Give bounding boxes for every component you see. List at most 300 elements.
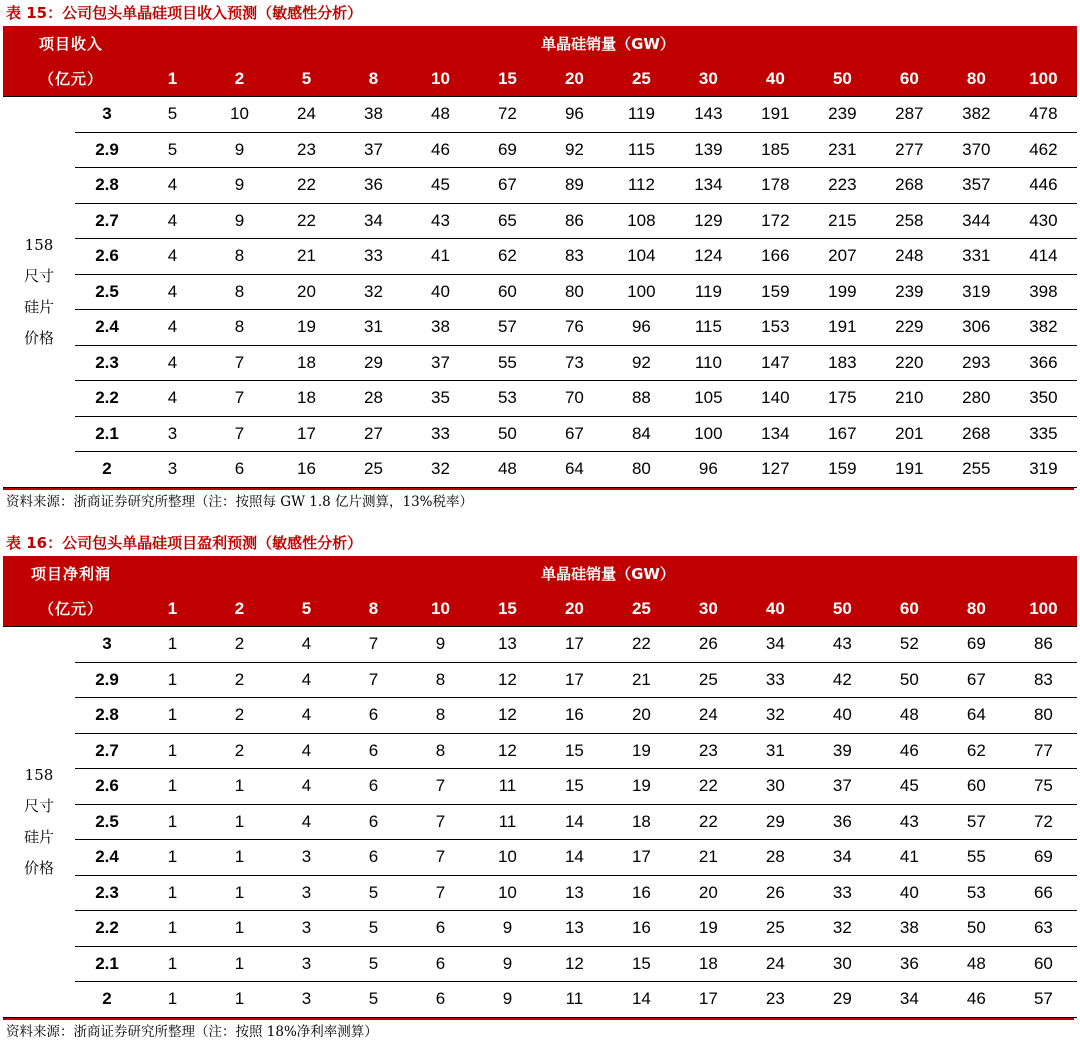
table-cell: 76 [541, 310, 608, 346]
table-cell: 4 [139, 274, 206, 310]
volume-span-header: 单晶硅销量（GW） [139, 556, 1077, 591]
table-cell: 43 [407, 203, 474, 239]
table-cell: 19 [608, 769, 675, 805]
table-cell: 33 [809, 875, 876, 911]
table-cell: 8 [407, 662, 474, 698]
table-cell: 110 [675, 345, 742, 381]
table-cell: 9 [206, 168, 273, 204]
table-cell: 6 [340, 804, 407, 840]
table-cell: 45 [876, 769, 943, 805]
price-row-label-line: 158 [24, 765, 54, 784]
table-cell: 16 [273, 452, 340, 488]
table-cell: 48 [876, 698, 943, 734]
column-header: 100 [1010, 591, 1077, 627]
header-row-columns [3, 61, 1077, 97]
table-cell: 4 [139, 310, 206, 346]
table-cell: 29 [742, 804, 809, 840]
table-cell: 129 [675, 203, 742, 239]
table-cell: 67 [541, 416, 608, 452]
column-header: 50 [809, 591, 876, 627]
table-body [3, 556, 1077, 1017]
table-cell: 1 [139, 911, 206, 947]
table-cell: 38 [407, 310, 474, 346]
table-cell: 52 [876, 627, 943, 663]
table-cell: 1 [206, 840, 273, 876]
table-cell: 1 [206, 982, 273, 1018]
table-cell: 248 [876, 239, 943, 275]
table-cell: 34 [876, 982, 943, 1018]
table-cell: 17 [541, 662, 608, 698]
table-cell: 92 [541, 132, 608, 168]
table-cell: 24 [273, 97, 340, 133]
table-cell: 11 [474, 769, 541, 805]
table-cell: 2 [206, 733, 273, 769]
table-cell: 23 [742, 982, 809, 1018]
table-cell: 80 [541, 274, 608, 310]
table-cell: 1 [139, 804, 206, 840]
row-price-value: 2.2 [75, 911, 139, 947]
table-cell: 96 [541, 97, 608, 133]
table-cell: 210 [876, 381, 943, 417]
table-cell: 7 [407, 875, 474, 911]
table-cell: 13 [541, 911, 608, 947]
table-cell: 8 [206, 310, 273, 346]
table-cell: 57 [1010, 982, 1077, 1018]
sensitivity-table [3, 26, 1077, 488]
table-cell: 22 [675, 769, 742, 805]
table-cell: 67 [474, 168, 541, 204]
table-cell: 29 [340, 345, 407, 381]
table-cell: 3 [139, 416, 206, 452]
table-cell: 183 [809, 345, 876, 381]
table-cell: 319 [1010, 452, 1077, 488]
price-row-label-line: 硅片 [23, 297, 54, 316]
table-cell: 1 [139, 840, 206, 876]
table-cell: 9 [474, 911, 541, 947]
table-cell: 84 [608, 416, 675, 452]
table-cell: 55 [474, 345, 541, 381]
table-cell: 37 [340, 132, 407, 168]
table-row [3, 452, 1077, 488]
table-cell: 55 [943, 840, 1010, 876]
table-cell: 115 [608, 132, 675, 168]
row-price-value: 2.8 [75, 168, 139, 204]
column-header: 10 [407, 61, 474, 97]
table-cell: 6 [340, 769, 407, 805]
table-row [3, 804, 1077, 840]
table-cell: 19 [675, 911, 742, 947]
table-cell: 13 [541, 875, 608, 911]
row-price-value: 2.1 [75, 946, 139, 982]
table-cell: 3 [273, 840, 340, 876]
table-cell: 2 [206, 627, 273, 663]
table-cell: 70 [541, 381, 608, 417]
column-header: 25 [608, 61, 675, 97]
table-cell: 33 [742, 662, 809, 698]
table-cell: 382 [943, 97, 1010, 133]
table-cell: 69 [1010, 840, 1077, 876]
table-row [3, 769, 1077, 805]
table-cell: 17 [675, 982, 742, 1018]
row-price-value: 2.9 [75, 132, 139, 168]
table-cell: 6 [407, 911, 474, 947]
table-cell: 7 [407, 804, 474, 840]
table-cell: 38 [340, 97, 407, 133]
row-price-value: 2.6 [75, 769, 139, 805]
table-cell: 62 [943, 733, 1010, 769]
table-cell: 478 [1010, 97, 1077, 133]
table-cell: 40 [876, 875, 943, 911]
table-cell: 105 [675, 381, 742, 417]
column-header: 8 [340, 591, 407, 627]
column-header: 60 [876, 61, 943, 97]
table-cell: 26 [742, 875, 809, 911]
table-cell: 64 [541, 452, 608, 488]
price-row-label-line: 价格 [23, 328, 54, 347]
table-cell: 32 [407, 452, 474, 488]
table-cell: 7 [407, 769, 474, 805]
table-cell: 9 [206, 203, 273, 239]
table-cell: 21 [608, 662, 675, 698]
table-cell: 8 [206, 274, 273, 310]
table-cell: 268 [876, 168, 943, 204]
table-cell: 43 [876, 804, 943, 840]
header-row-columns [3, 591, 1077, 627]
table-cell: 9 [206, 132, 273, 168]
table-cell: 30 [809, 946, 876, 982]
table-cell: 23 [675, 733, 742, 769]
table-row [3, 97, 1077, 133]
table-cell: 2 [206, 698, 273, 734]
table-cell: 69 [943, 627, 1010, 663]
table-row [3, 168, 1077, 204]
table-cell: 12 [474, 662, 541, 698]
table-cell: 414 [1010, 239, 1077, 275]
table-cell: 80 [1010, 698, 1077, 734]
table-cell: 22 [273, 203, 340, 239]
table-cell: 64 [943, 698, 1010, 734]
table-cell: 50 [474, 416, 541, 452]
row-price-value: 2.5 [75, 804, 139, 840]
corner-unit: （亿元） [3, 61, 139, 97]
table-cell: 20 [608, 698, 675, 734]
table-row [3, 698, 1077, 734]
table-cell: 178 [742, 168, 809, 204]
table-row [3, 911, 1077, 947]
table-cell: 104 [608, 239, 675, 275]
column-header: 30 [675, 61, 742, 97]
table-cell: 11 [541, 982, 608, 1018]
corner-title: 项目净利润 [3, 556, 139, 591]
price-row-label [3, 627, 75, 1018]
table-cell: 1 [206, 769, 273, 805]
table-cell: 15 [608, 946, 675, 982]
table-cell: 33 [340, 239, 407, 275]
row-price-value: 3 [75, 627, 139, 663]
table-cell: 66 [1010, 875, 1077, 911]
table-row [3, 345, 1077, 381]
table-cell: 4 [139, 203, 206, 239]
table-cell: 7 [407, 840, 474, 876]
table-cell: 6 [340, 698, 407, 734]
table-cell: 7 [206, 345, 273, 381]
table-row [3, 239, 1077, 275]
table-caption: 表 16：公司包头单晶硅项目盈利预测（敏感性分析） [6, 534, 363, 552]
table-cell: 124 [675, 239, 742, 275]
table-cell: 41 [407, 239, 474, 275]
table-cell: 175 [809, 381, 876, 417]
row-price-value: 2.4 [75, 310, 139, 346]
table-cell: 4 [139, 168, 206, 204]
table-cell: 357 [943, 168, 1010, 204]
column-header: 2 [206, 61, 273, 97]
table-row [3, 274, 1077, 310]
source-note: 资料来源：浙商证券研究所整理（注：按照 18%净利率测算） [3, 1018, 1074, 1044]
table-cell: 40 [809, 698, 876, 734]
row-price-value: 2.1 [75, 416, 139, 452]
table-cell: 6 [340, 733, 407, 769]
table-cell: 25 [742, 911, 809, 947]
row-price-value: 2.7 [75, 733, 139, 769]
table-cell: 7 [340, 662, 407, 698]
table-cell: 30 [742, 769, 809, 805]
table-cell: 83 [541, 239, 608, 275]
table-cell: 10 [206, 97, 273, 133]
table-cell: 115 [675, 310, 742, 346]
table-cell: 25 [340, 452, 407, 488]
table-cell: 14 [541, 840, 608, 876]
table-row [3, 946, 1077, 982]
table-cell: 220 [876, 345, 943, 381]
table-cell: 21 [273, 239, 340, 275]
table-cell: 191 [876, 452, 943, 488]
table-row [3, 662, 1077, 698]
table-cell: 382 [1010, 310, 1077, 346]
table-cell: 34 [809, 840, 876, 876]
header-row-top [3, 556, 1077, 591]
table-cell: 9 [407, 627, 474, 663]
table-cell: 201 [876, 416, 943, 452]
row-price-value: 2.4 [75, 840, 139, 876]
header-row-top [3, 26, 1077, 61]
corner-unit: （亿元） [3, 591, 139, 627]
row-price-value: 2 [75, 982, 139, 1018]
table-cell: 86 [541, 203, 608, 239]
column-header: 2 [206, 591, 273, 627]
table-cell: 48 [407, 97, 474, 133]
table-cell: 46 [876, 733, 943, 769]
table-cell: 21 [675, 840, 742, 876]
table-cell: 29 [809, 982, 876, 1018]
table-cell: 10 [474, 840, 541, 876]
sensitivity-table [3, 556, 1077, 1018]
table-cell: 335 [1010, 416, 1077, 452]
column-header: 60 [876, 591, 943, 627]
table-cell: 350 [1010, 381, 1077, 417]
table-cell: 7 [206, 416, 273, 452]
table-cell: 50 [943, 911, 1010, 947]
table-cell: 20 [273, 274, 340, 310]
table-cell: 166 [742, 239, 809, 275]
table-row [3, 627, 1077, 663]
table-cell: 4 [139, 239, 206, 275]
table-cell: 36 [809, 804, 876, 840]
table-cell: 108 [608, 203, 675, 239]
table-cell: 18 [608, 804, 675, 840]
table-cell: 7 [206, 381, 273, 417]
table-row [3, 982, 1077, 1018]
column-header: 25 [608, 591, 675, 627]
table-cell: 344 [943, 203, 1010, 239]
table-cell: 20 [675, 875, 742, 911]
table-cell: 4 [273, 662, 340, 698]
table-cell: 10 [474, 875, 541, 911]
table-cell: 100 [675, 416, 742, 452]
table-cell: 48 [474, 452, 541, 488]
table-cell: 22 [608, 627, 675, 663]
column-header: 50 [809, 61, 876, 97]
table-cell: 1 [139, 662, 206, 698]
table-cell: 4 [273, 627, 340, 663]
table-row [3, 875, 1077, 911]
table-cell: 15 [541, 769, 608, 805]
price-row-label-line: 价格 [23, 858, 54, 877]
table-cell: 3 [139, 452, 206, 488]
table-cell: 39 [809, 733, 876, 769]
table-cell: 53 [943, 875, 1010, 911]
table-row [3, 840, 1077, 876]
table-cell: 88 [608, 381, 675, 417]
column-header: 1 [139, 61, 206, 97]
table-row [3, 310, 1077, 346]
row-price-value: 2.7 [75, 203, 139, 239]
table-cell: 5 [340, 982, 407, 1018]
table-cell: 72 [1010, 804, 1077, 840]
table-cell: 5 [340, 875, 407, 911]
column-header: 8 [340, 61, 407, 97]
table-cell: 12 [541, 946, 608, 982]
table-cell: 6 [407, 946, 474, 982]
table-cell: 12 [474, 733, 541, 769]
table-cell: 1 [206, 804, 273, 840]
table-cell: 19 [273, 310, 340, 346]
corner-title: 项目收入 [3, 26, 139, 61]
price-row-label-line: 尺寸 [23, 266, 54, 285]
table-cell: 46 [407, 132, 474, 168]
volume-span-header: 单晶硅销量（GW） [139, 26, 1077, 61]
table-cell: 140 [742, 381, 809, 417]
price-row-label-line: 158 [24, 235, 54, 254]
table-cell: 16 [608, 911, 675, 947]
table-cell: 22 [273, 168, 340, 204]
table-cell: 42 [809, 662, 876, 698]
column-header: 100 [1010, 61, 1077, 97]
table-cell: 50 [876, 662, 943, 698]
row-price-value: 2.2 [75, 381, 139, 417]
table-cell: 36 [340, 168, 407, 204]
table-cell: 147 [742, 345, 809, 381]
table-cell: 28 [340, 381, 407, 417]
table-cell: 18 [675, 946, 742, 982]
table-cell: 143 [675, 97, 742, 133]
table-cell: 80 [608, 452, 675, 488]
table-cell: 319 [943, 274, 1010, 310]
table-cell: 11 [474, 804, 541, 840]
table-cell: 23 [273, 132, 340, 168]
table-body [3, 26, 1077, 487]
table-row [3, 132, 1077, 168]
table-cell: 17 [273, 416, 340, 452]
table-cell: 14 [541, 804, 608, 840]
row-price-value: 3 [75, 97, 139, 133]
table-row [3, 381, 1077, 417]
table-cell: 65 [474, 203, 541, 239]
table-row [3, 203, 1077, 239]
table-cell: 28 [742, 840, 809, 876]
table-cell: 331 [943, 239, 1010, 275]
column-header: 40 [742, 591, 809, 627]
table-cell: 159 [742, 274, 809, 310]
table-cell: 18 [273, 381, 340, 417]
table-cell: 8 [407, 733, 474, 769]
table-cell: 191 [809, 310, 876, 346]
row-price-value: 2.6 [75, 239, 139, 275]
table-cell: 1 [206, 946, 273, 982]
table-cell: 43 [809, 627, 876, 663]
table-cell: 134 [742, 416, 809, 452]
table-cell: 37 [407, 345, 474, 381]
table-cell: 3 [273, 911, 340, 947]
table-cell: 398 [1010, 274, 1077, 310]
table-cell: 1 [139, 769, 206, 805]
table-cell: 223 [809, 168, 876, 204]
table-cell: 60 [1010, 946, 1077, 982]
table-cell: 1 [139, 733, 206, 769]
row-price-value: 2.8 [75, 698, 139, 734]
table-cell: 185 [742, 132, 809, 168]
table-cell: 31 [742, 733, 809, 769]
table-cell: 153 [742, 310, 809, 346]
table-cell: 462 [1010, 132, 1077, 168]
table-caption: 表 15：公司包头单晶硅项目收入预测（敏感性分析） [6, 4, 363, 22]
table-cell: 9 [474, 946, 541, 982]
column-header: 30 [675, 591, 742, 627]
table-cell: 277 [876, 132, 943, 168]
row-price-value: 2.9 [75, 662, 139, 698]
table-cell: 36 [876, 946, 943, 982]
table-cell: 22 [675, 804, 742, 840]
table-cell: 73 [541, 345, 608, 381]
table-cell: 3 [273, 875, 340, 911]
table-cell: 60 [474, 274, 541, 310]
table-cell: 35 [407, 381, 474, 417]
table-cell: 60 [943, 769, 1010, 805]
table-cell: 34 [340, 203, 407, 239]
table-cell: 5 [340, 946, 407, 982]
source-note: 资料来源：浙商证券研究所整理（注：按照每 GW 1.8 亿片测算，13%税率） [3, 488, 1074, 514]
table-cell: 13 [474, 627, 541, 663]
table-cell: 25 [675, 662, 742, 698]
table-cell: 14 [608, 982, 675, 1018]
table-cell: 4 [273, 698, 340, 734]
price-row-label-line: 硅片 [23, 827, 54, 846]
table-cell: 239 [809, 97, 876, 133]
table-cell: 3 [273, 946, 340, 982]
column-header: 80 [943, 61, 1010, 97]
table-cell: 16 [608, 875, 675, 911]
table-cell: 89 [541, 168, 608, 204]
table-cell: 96 [675, 452, 742, 488]
